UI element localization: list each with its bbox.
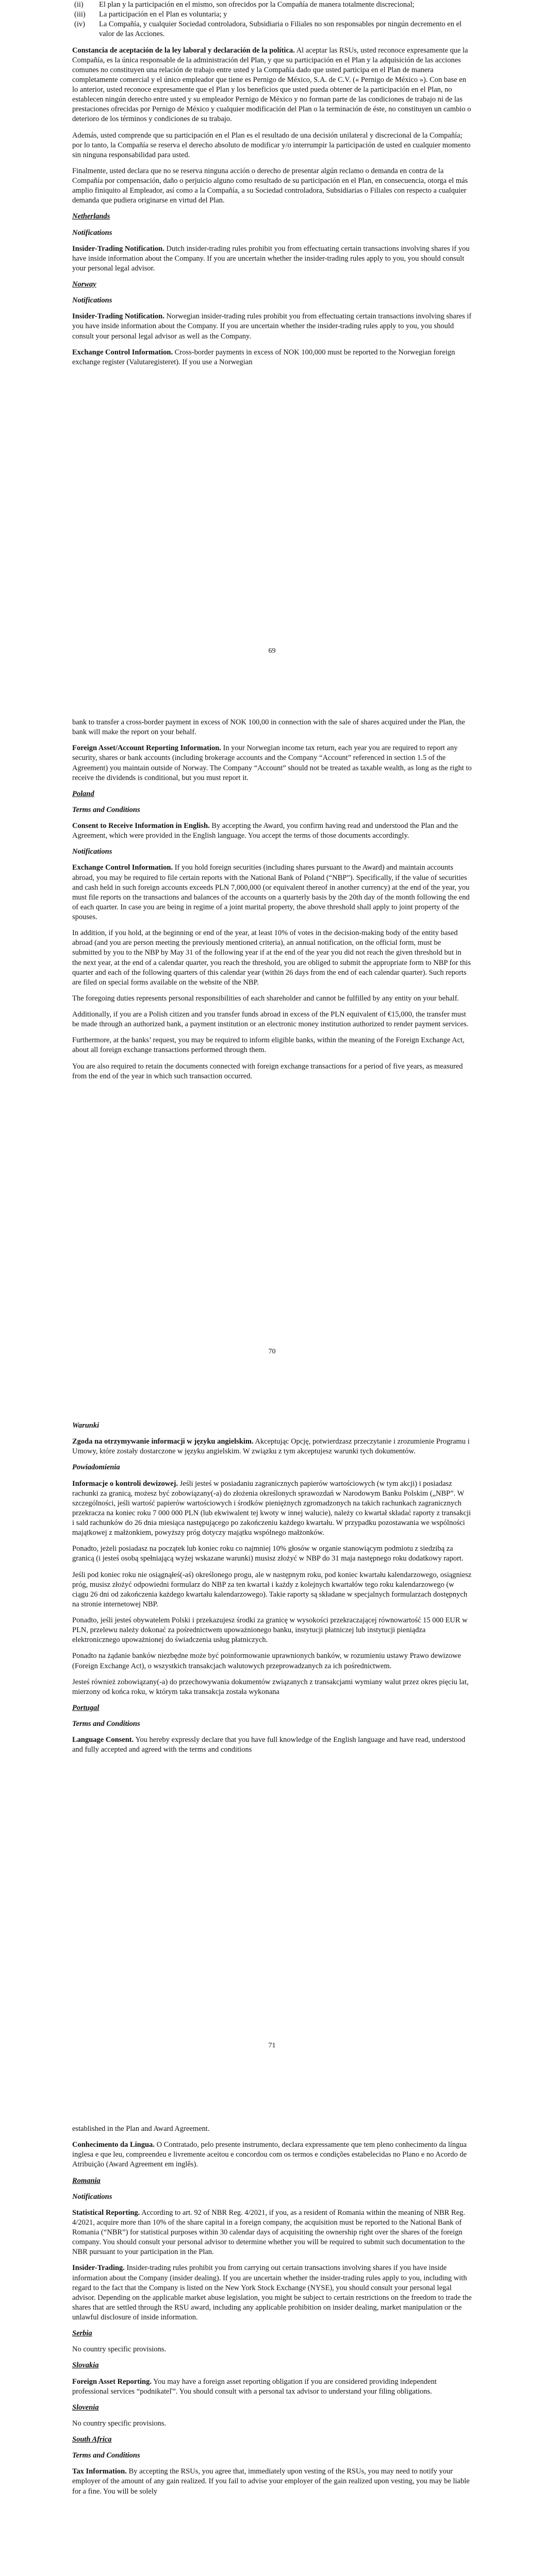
- paragraph-heading: Exchange Control Information.: [72, 863, 173, 872]
- page-number: 69: [268, 647, 276, 655]
- section-heading-terms: Terms and Conditions: [72, 2451, 140, 2460]
- paragraph-text: You may have a foreign asset reporting obligation if you are considered providing independent professional services “podnikateľ”. You should consult with a personal tax advisor to understand your filing obligations.: [72, 2377, 437, 2396]
- paragraph: Jeśli pod koniec roku nie osiągnąłeś(-aś) określonego progu, ale w następnym roku, pod koniec kwartału kalendarzowego, osiągniesz próg, musisz złożyć odpowiedni formularz do NBP za ten kwartał i każdy z kolejnych kwartałów tego roku kalendarzowego (w ciągu 26 dni od zakończenia każdego kwartału kalendarzowego). Takie raporty są składane w specjalnych formularzach dostępnych na stronie internetowej NBP.: [72, 1570, 472, 1608]
- page-number: 71: [268, 2042, 276, 2049]
- paragraph-text: You hereby expressly declare that you have full knowledge of the English language and have read, understood and fully accepted and agreed with the terms and conditions: [72, 1736, 466, 1754]
- paragraph-heading: Exchange Control Information.: [72, 348, 173, 357]
- paragraph-heading: Foreign Asset Reporting.: [72, 2377, 152, 2386]
- paragraph: [72, 2377, 472, 2397]
- country-heading-south-africa: South Africa: [72, 2435, 112, 2444]
- paragraph-text: Akceptując Opcję, potwierdzasz przeczytanie i zrozumienie Programu i Umowy, które zostały dostarczone w języku angielskim. W związku z tym akceptujesz warunki tych dokumentów.: [72, 1437, 470, 1456]
- list-item-text: La participación en el Plan es voluntaria; y: [99, 10, 227, 19]
- paragraph-text: Al aceptar las RSUs, usted reconoce expresamente que la Compañía, es la única responsable de la administración del Plan, y que su participación en el Plan y la adquisición de las acciones comunes no constituyen una relación de trabajo entre usted y la Compañía dado que usted participa en el Plan de manera completamente comercial y el único empleador que tiene es Pernigo de México, S.A. de C.V. (« Pernigo de México »). Con base en lo anterior, usted reconoce expresamente que el Plan y los beneficios que usted pueda obtener de la participación en el Plan, no establecen ningún derecho entre usted y su empleador Pernigo de México y no forman parte de las condiciones de trabajo ni de las prestaciones ofrecidas por Pernigo de México y cualquier modificación del Plan o la terminación de éste, no constituyen un cambio o deterioro de los términos y condiciones de su trabajo.: [72, 46, 471, 124]
- paragraph-heading: Language Consent.: [72, 1736, 134, 1744]
- paragraph-heading: Insider-Trading.: [72, 2264, 125, 2273]
- paragraph-heading: Foreign Asset/Account Reporting Information.: [72, 744, 221, 753]
- paragraph-heading: Zgoda na otrzymywanie informacji w języku angielskim.: [72, 1437, 254, 1446]
- paragraph: Ponadto, jeżeli posiadasz na początek lub koniec roku co najmniej 10% głosów w organie stanowiącym podmiotu z siedzibą za granicą (i jesteś osobą spełniającą wyżej wskazane warunki) musisz złożyć w NBP do 31 maja następnego roku dodatkowy raport.: [72, 1545, 464, 1563]
- paragraph-heading: Insider-Trading Notification.: [72, 312, 164, 321]
- paragraph: [72, 2140, 472, 2170]
- paragraph: The foregoing duties represents personal responsibilities of each shareholder and cannot be fulfilled by any entity on your behalf.: [72, 994, 459, 1003]
- paragraph-heading: Insider-Trading Notification.: [72, 244, 164, 253]
- list-item-number: (ii): [74, 1, 84, 9]
- page-number: 70: [268, 1348, 276, 1355]
- list-item: [72, 10, 472, 20]
- country-heading-romania: Romania: [72, 2176, 101, 2185]
- paragraph: [72, 46, 472, 125]
- section-heading-notifications: Notifications: [72, 848, 112, 856]
- paragraph: [72, 244, 472, 274]
- paragraph-heading: Consent to Receive Information in English.: [72, 822, 210, 830]
- paragraph: [72, 863, 472, 922]
- list-item-text: La Compañía, y cualquier Sociedad controladora, Subsidiaria o Filiales no son responsables por ningún decremento en el valor de las Acciones.: [99, 20, 462, 39]
- paragraph: Además, usted comprende que su participación en el Plan es el resultado de una decisión unilateral y discrecional de la Compañía; por lo tanto, la Compañía se reserva el derecho absoluto de modificar y/o interrumpir la participación de usted en cualquier momento sin ninguna responsabilidad para usted.: [72, 131, 471, 159]
- paragraph: You are also required to retain the documents connected with foreign exchange transactions for a period of five years, as measured from the end of the year in which such transaction occurred.: [72, 1062, 463, 1080]
- paragraph: Additionally, if you are a Polish citizen and you transfer funds abroad in excess of the PLN equivalent of €15,000, the transfer must be made through an authorized bank, a payment institution or an electronic money institution authorized to render payment services.: [72, 1010, 469, 1029]
- section-heading-warunki: Warunki: [72, 1421, 100, 1430]
- section-heading-terms: Terms and Conditions: [72, 1720, 140, 1728]
- paragraph: bank to transfer a cross-border payment in excess of NOK 100,00 in connection with the sale of shares acquired under the Plan, the bank will make the report on your behalf.: [72, 718, 465, 737]
- document-page-69: [0, 0, 544, 703]
- paragraph: [72, 821, 472, 841]
- country-heading-poland: Poland: [72, 789, 94, 798]
- numbered-list: [72, 0, 472, 40]
- paragraph-heading: Statistical Reporting.: [72, 2208, 140, 2217]
- list-item-number: (iv): [74, 20, 85, 29]
- section-heading-terms: Terms and Conditions: [72, 805, 140, 814]
- list-item-text: El plan y la participación en el mismo, son ofrecidos por la Compañía de manera totalmente discrecional;: [99, 1, 415, 9]
- document-page-70: [0, 703, 544, 1406]
- paragraph: [72, 743, 472, 783]
- list-item: [72, 0, 472, 10]
- country-heading-serbia: Serbia: [72, 2329, 92, 2338]
- paragraph: Jesteś również zobowiązany(-a) do przechowywania dokumentów związanych z transakcjami wymiany walut przez okres pięciu lat, mierzony od końca roku, w którym taka transakcja została wykonana: [72, 1677, 469, 1696]
- paragraph: [72, 348, 472, 367]
- paragraph-heading: Conhecimento da Lingua.: [72, 2141, 155, 2149]
- paragraph: No country specific provisions.: [72, 2345, 167, 2354]
- paragraph-text: Norwegian insider-trading rules prohibit you from effectuating certain transactions involving shares if you have inside information about the Company. If you are uncertain whether the insider-trading rules apply to you, you should consult your personal legal advisor as well as the Company.: [72, 312, 472, 341]
- paragraph: [72, 312, 472, 341]
- paragraph-text: According to art. 92 of NBR Reg. 4/2021, if you, as a resident of Romania within the meaning of NBR Reg. 4/2021, acquire more than 10% of the share capital in a foreign company, the acquisition must be reported to the National Bank of Romania (“NBR”) for statistical purposes within 30 calendar days of acquisiting the ownership right over the shares of the foreign company. You should consult your personal advisor to determine whether you will be required to submit such documentation to the NBR pursuant to your participation in the Plan.: [72, 2208, 465, 2257]
- country-heading-portugal: Portugal: [72, 1703, 100, 1712]
- paragraph: [72, 2208, 472, 2258]
- paragraph-text: In your Norwegian income tax return, each year you are required to report any security, shares or bank accounts (including brokerage accounts and the Company “Account” referenced in section 1.5 of the Agreement) you maintain outside of Norway. The Company “Account” should not be treated as taxable wealth, as long as the right to receive the dividends is conditional, but you must report it.: [72, 744, 472, 782]
- paragraph-text: If you hold foreign securities (including shares pursuant to the Award) and maintain accounts abroad, you may be required to file certain reports with the National Bank of Poland (“NBP”). Specifically, if the value of securities and cash held in such foreign accounts exceeds PLN 7,000,000 (or equivalent thereof in another currency) at the end of the year, you must file reports on the transactions and balances of the accounts on a quarterly basis by the 20th day of the month following the end of each quarter. In case you are being in regime of a joint marital property, the above threshold shall apply to joint property of the spouses.: [72, 863, 470, 921]
- list-item-number: (iii): [74, 10, 86, 19]
- document-page-72: [0, 2110, 544, 2576]
- country-heading-norway: Norway: [72, 280, 96, 289]
- paragraph-text: O Contratado, pelo presente instrumento, declara expressamente que tem pleno conhecimento da língua inglesa e que leu, compreendeu e livremente aceitou e concordou com os termos e condições estabelecidas no Plano e no Acordo de Atribuição (Award Agreement em inglês).: [72, 2141, 467, 2169]
- paragraph: established in the Plan and Award Agreement.: [72, 2125, 210, 2133]
- country-heading-slovenia: Slovenia: [72, 2403, 99, 2412]
- paragraph: [72, 1735, 472, 1755]
- paragraph-text: Insider-trading rules prohibit you from carrying out certain transactions involving shares if you have inside information about the Company (insider dealing). If you are uncertain whether the insider-trading rules apply to you, including with regard to the fact that the Company is listed on the New York Stock Exchange (NYSE), you should consult your personal legal advisor. Depending on the applicable market abuse legislation, you might be subject to certain restrictions on the freedom to trade the shares that are settled through the RSU award, including any applicable prohibition on insider dealing, market manipulation or the unlawful disclosure of inside information.: [72, 2264, 472, 2321]
- country-heading-netherlands: Netherlands: [72, 212, 110, 221]
- paragraph: Ponadto, jeśli jesteś obywatelem Polski i przekazujesz środki za granicę w wysokości przekraczającej równowartość 15 000 EUR w PLN, przelewu należy dokonać za pośrednictwem upoważnionego banku, instytucji płatniczej lub instytucji pieniądza elektronicznego upoważnionej do świadczenia usług płatniczych.: [72, 1616, 468, 1645]
- paragraph-text: By accepting the Award, you confirm having read and understood the Plan and the Agreement, which were provided in the English language. You accept the terms of those documents accordingly.: [72, 822, 458, 840]
- paragraph: [72, 2467, 472, 2496]
- section-heading-notifications: Notifications: [72, 2192, 112, 2201]
- paragraph: [72, 2263, 472, 2323]
- document-page-71: [0, 1406, 544, 2110]
- paragraph-heading: Informacje o kontroli dewizowej.: [72, 1479, 178, 1488]
- section-heading-powiadomienia: Powiadomienia: [72, 1463, 120, 1472]
- paragraph-text: By accepting the RSUs, you agree that, immediately upon vesting of the RSUs, you may need to notify your employer of the amount of any gain realized. If you fail to advise your employer of the gain realized upon vesting, you may be liable for a fine. You will be solely: [72, 2467, 470, 2496]
- paragraph-heading: Tax Information.: [72, 2467, 127, 2476]
- paragraph: [72, 1437, 472, 1456]
- paragraph: In addition, if you hold, at the beginning or end of the year, at least 10% of votes in the decision-making body of the entity based abroad (and you are person meeting the previously mentioned criteria), an annual notification, on the official form, must be submitted by you to the NBP by May 31 of the following year if at the end of the year you did not reach the given threshold but in the next year, at the end of a calendar quarter, you reach the threshold, you are obliged to submit the appropriate form to NBP for this quarter and each of the following quarters of this calendar year (within 26 days from the end of each calendar quarter). Such reports are filed on special forms available on the website of the NBP.: [72, 929, 471, 987]
- section-heading-notifications: Notifications: [72, 228, 112, 237]
- country-heading-slovakia: Slovakia: [72, 2361, 99, 2370]
- paragraph-text: Cross-border payments in excess of NOK 100,000 must be reported to the Norwegian foreign exchange register (Valutaregisteret). If you use a Norwegian: [72, 348, 455, 366]
- paragraph-text: Dutch insider-trading rules prohibit you from effectuating certain transactions involving shares if you have inside information about the Company. If you are uncertain whether the insider-trading rules apply to you, you should consult your personal legal advisor.: [72, 244, 470, 273]
- paragraph: Finalmente, usted declara que no se reserva ninguna acción o derecho de presentar algún reclamo o demanda en contra de la Compañía por compensación, daño o perjuicio alguno como resultado de su participación en el Plan, en consecuencia, otorga el más amplio finiquito al Empleador, así como a la Compañía, a su Sociedad controladora, Subsidiarias o Filiales con respecto a cualquier demanda que pudiera originarse en virtud del Plan.: [72, 166, 468, 205]
- paragraph: No country specific provisions.: [72, 2419, 167, 2428]
- paragraph: Furthermore, at the banks’ request, you may be required to inform eligible banks, within the meaning of the Foreign Exchange Act, about all foreign exchange transactions performed through them.: [72, 1036, 465, 1055]
- paragraph-text: Jeśli jesteś w posiadaniu zagranicznych papierów wartościowych (w tym akcji) i posiadasz rachunki za granicą, możesz być zobowiązany(-a) do złożenia określonych sprawozdań w Narodowym Banku Polskim („NBP”. W szczególności, jeśli wartość papierów wartościowych i środków pieniężnych zgromadzonych na takich rachunkach zagranicznych przekracza na koniec roku 7 000 000 PLN (lub ekwiwalent tej kwoty w innej walucie), należy co kwartał składać raporty z transakcji i sald rachunków do 26 dnia miesiąca następującego po zakończeniu każdego kwartału. W przypadku pozostawania we wspólności majątkowej z małżonkiem, powyższy próg dotyczy majątku wspólnego małżonków.: [72, 1479, 471, 1537]
- list-item: [72, 20, 472, 39]
- paragraph: Ponadto na żądanie banków niezbędne może być poinformowanie uprawnionych banków, w rozumieniu ustawy Prawo dewizowe (Foreign Exchange Act), o wszystkich transakcjach walutowych przeprowadzanych za ich pośrednictwem.: [72, 1652, 461, 1670]
- paragraph-heading: Constancia de aceptación de la ley laboral y declaración de la política.: [72, 46, 295, 55]
- section-heading-notifications: Notifications: [72, 296, 112, 305]
- paragraph: [72, 1479, 472, 1538]
